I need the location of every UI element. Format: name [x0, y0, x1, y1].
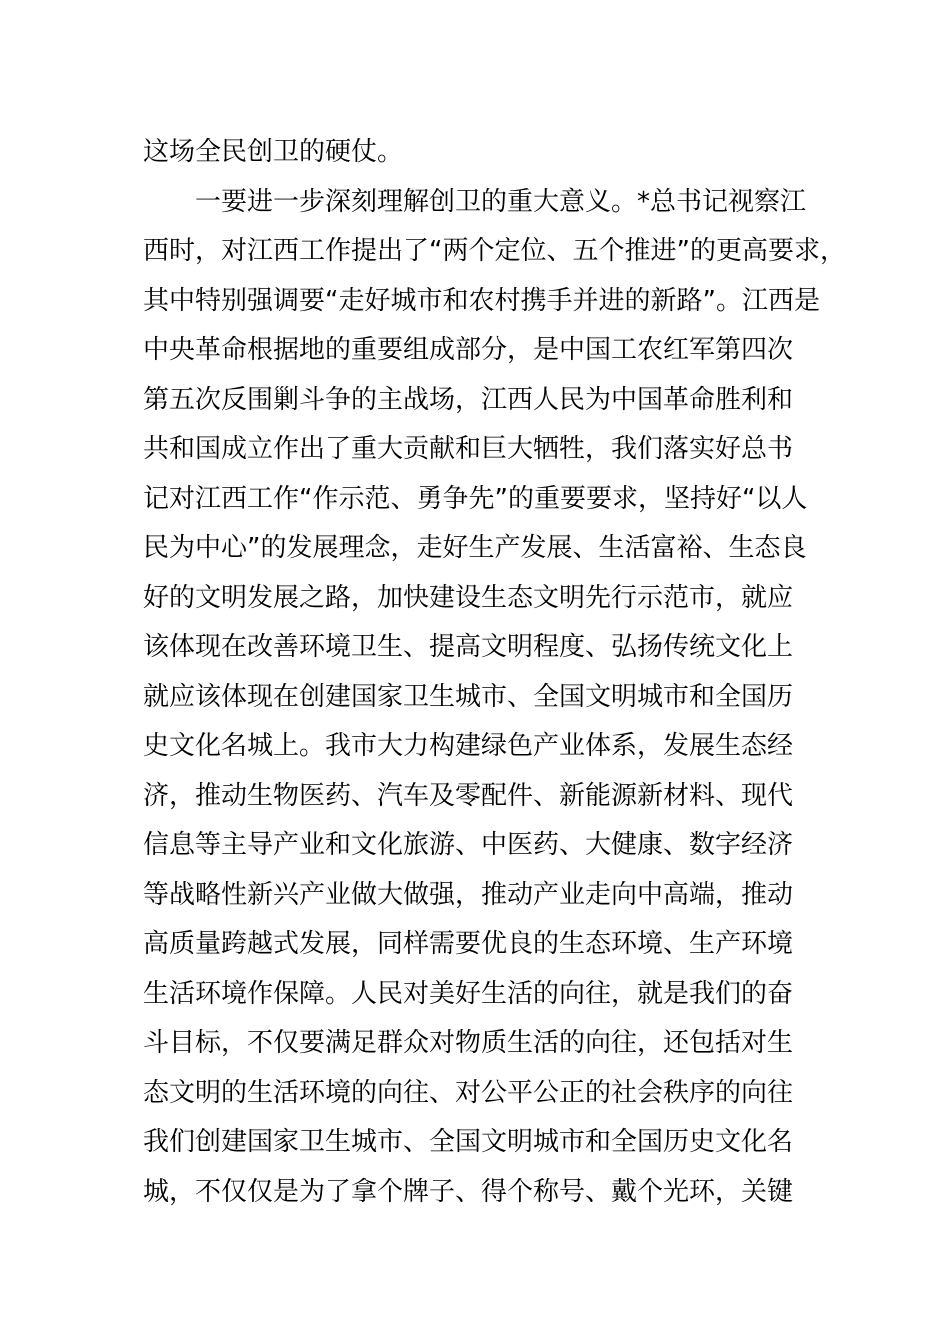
text-line: 信息等主导产业和文化旅游、中医药、大健康、数字经济 — [143, 830, 794, 860]
text-line: 其中特别强调要“走好城市和农村携手并进的新路”。江西是 — [143, 285, 820, 316]
text-line: 共和国成立作出了重大贡献和巨大牺牲，我们落实好总书 — [143, 434, 794, 464]
body-text — [143, 128, 846, 1217]
text-line: 记对江西工作“作示范、勇争先”的重要要求，坚持好“以人 — [143, 483, 808, 514]
text-line: 高质量跨越式发展，同样需要优良的生态环境、生产环境 — [143, 929, 794, 959]
text-line: 中央革命根据地的重要组成部分，是中国工农红军第四次 — [143, 335, 794, 365]
text-line: 城，不仅仅是为了拿个牌子、得个称号、戴个光环，关键 — [143, 1176, 794, 1207]
text-line: 史文化名城上。我市大力构建绿色产业体系，发展生态经 — [143, 731, 794, 761]
text-line: 这场全民创卫的硬仗。 — [143, 137, 404, 167]
text-line: 好的文明发展之路，加快建设生态文明先行示范市，就应 — [143, 582, 794, 613]
text-line: 就应该体现在创建国家卫生城市、全国文明城市和全国历 — [143, 681, 794, 712]
text-line: 西时，对江西工作提出了“两个定位、五个推进”的更高要求， — [143, 236, 846, 266]
text-line: 民为中心”的发展理念，走好生产发展、生活富裕、生态良 — [143, 533, 807, 563]
text-line: 第五次反围剿斗争的主战场，江西人民为中国革命胜利和 — [143, 384, 794, 415]
text-line: 态文明的生活环境的向往、对公平公正的社会秩序的向往 — [143, 1077, 794, 1108]
text-line: 生活环境作保障。人民对美好生活的向往，就是我们的奋 — [143, 978, 794, 1009]
text-line: 济，推动生物医药、汽车及零配件、新能源新材料、现代 — [143, 780, 794, 811]
text-line: 该体现在改善环境卫生、提高文明程度、弘扬传统文化上 — [143, 632, 794, 662]
paragraph-first-line: 一要进一步深刻理解创卫的重大意义。*总书记视察江 — [195, 186, 807, 217]
text-line: 我们创建国家卫生城市、全国文明城市和全国历史文化名 — [143, 1127, 794, 1157]
text-line: 等战略性新兴产业做大做强，推动产业走向中高端，推动 — [143, 879, 794, 910]
text-line: 斗目标，不仅要满足群众对物质生活的向往，还包括对生 — [143, 1028, 794, 1058]
